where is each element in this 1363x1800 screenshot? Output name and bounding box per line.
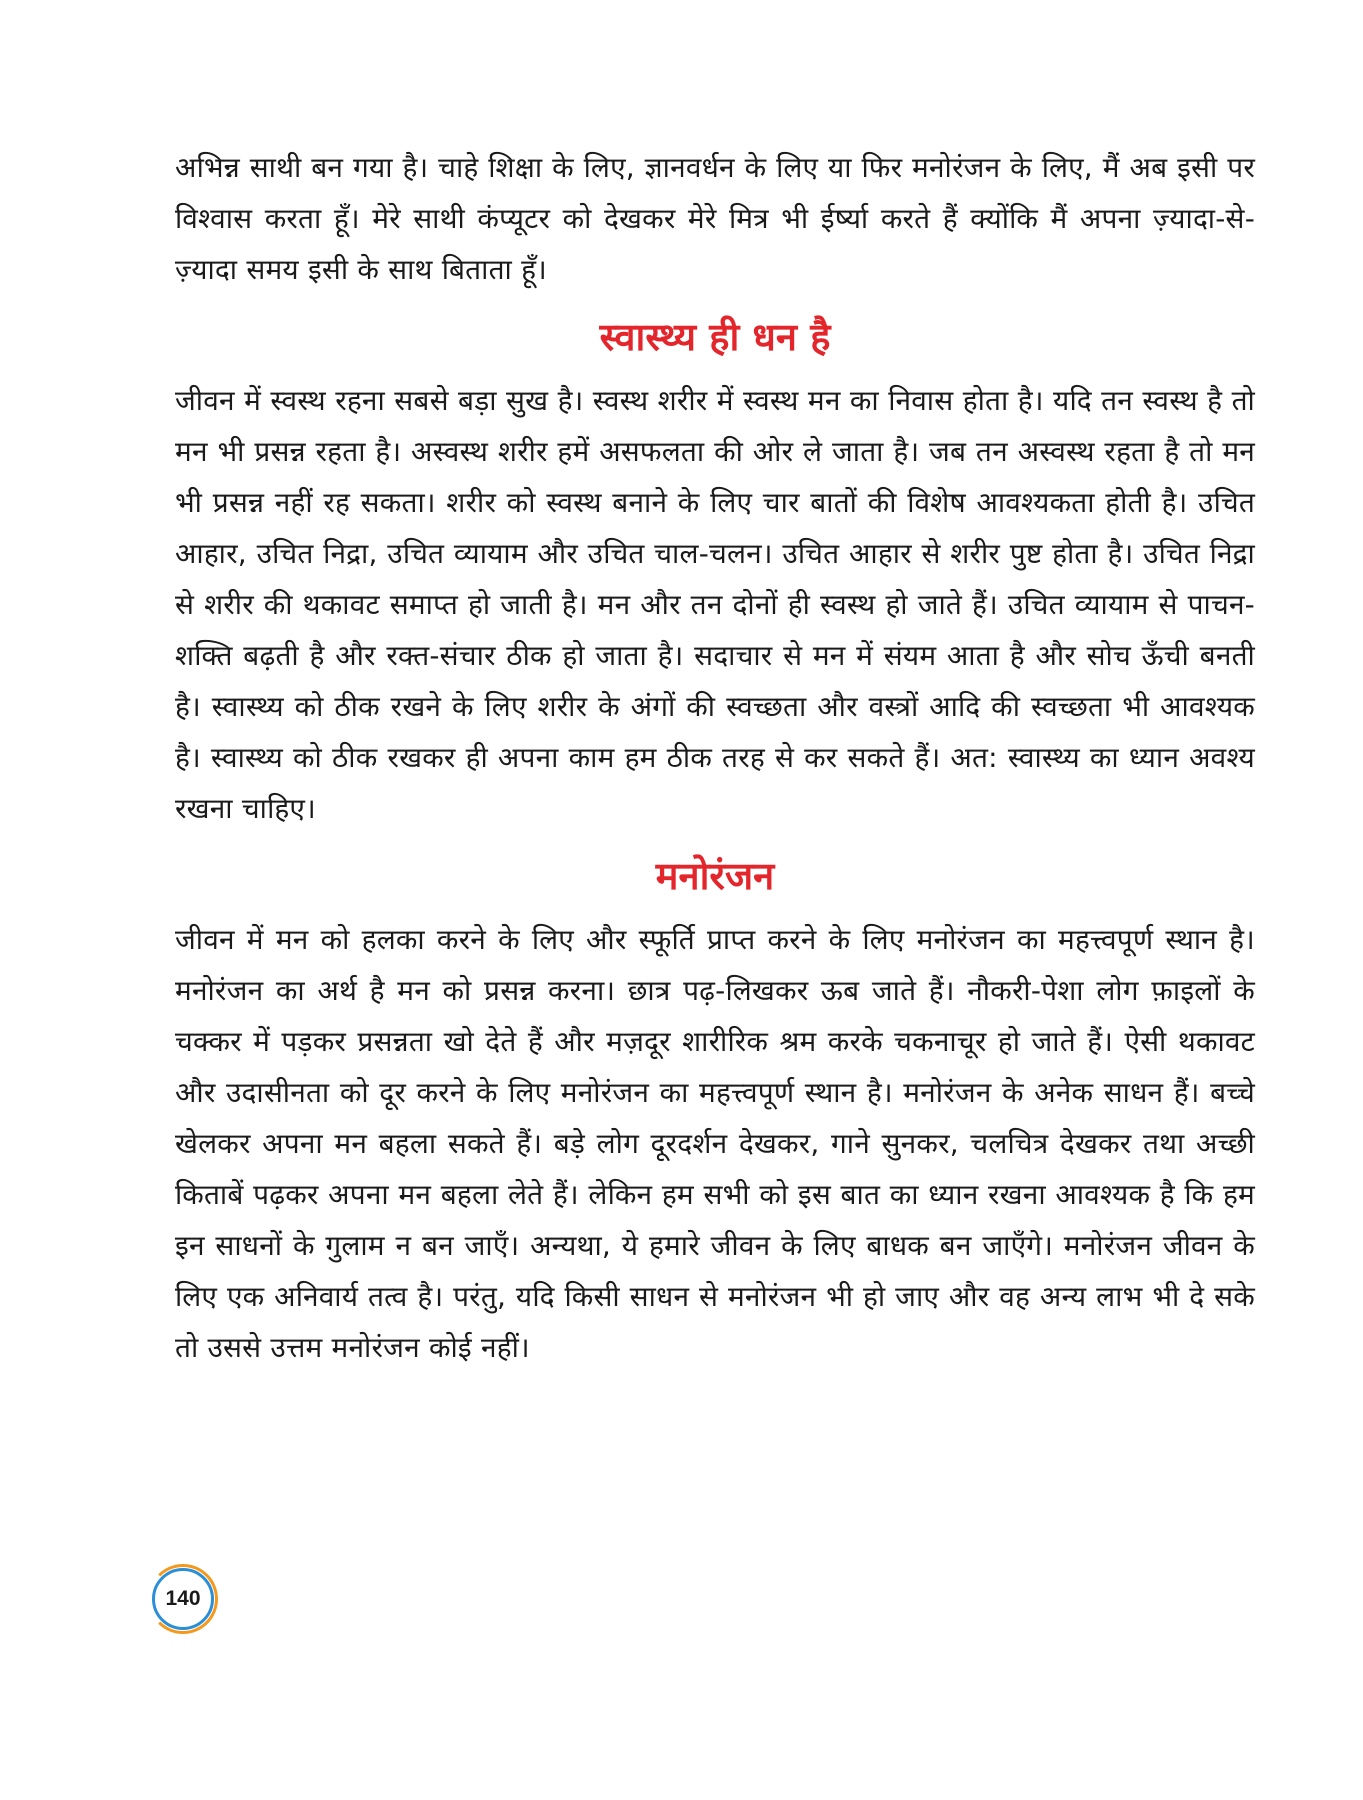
page-number-badge: [152, 1568, 214, 1630]
page-number: 140: [165, 1587, 201, 1610]
page-content: [175, 142, 1255, 1373]
health-paragraph: जीवन में स्वस्थ रहना सबसे बड़ा सुख है। स्वस्थ शरीर में स्वस्थ मन का निवास होता है। यदि तन स्वस्थ है तो मन भी प्रसन्न रहता है। अस्वस्थ शरीर हमें असफलता की ओर ले जाता है। जब तन अस्वस्थ रहता है तो मन भी प्रसन्न नहीं रह सकता। शरीर को स्वस्थ बनाने के लिए चार बातों की विशेष आवश्यकता होती है। उचित आहार, उचित निद्रा, उचित व्यायाम और उचित चाल-चलन। उचित आहार से शरीर पुष्ट होता है। उचित निद्रा से शरीर की थकावट समाप्त हो जाती है। मन और तन दोनों ही स्वस्थ हो जाते हैं। उचित व्यायाम से पाचन-शक्ति बढ़ती है और रक्त-संचार ठीक हो जाता है। सदाचार से मन में संयम आता है और सोच ऊँची बनती है। स्वास्थ्य को ठीक रखने के लिए शरीर के अंगों की स्वच्छता और वस्त्रों आदि की स्वच्छता भी आवश्यक है। स्वास्थ्य को ठीक रखकर ही अपना काम हम ठीक तरह से कर सकते हैं। अत: स्वास्थ्य का ध्यान अवश्य रखना चाहिए।: [175, 384, 1255, 825]
entertainment-paragraph: जीवन में मन को हलका करने के लिए और स्फूर्ति प्राप्त करने के लिए मनोरंजन का महत्त्वपूर्ण स्थान है। मनोरंजन का अर्थ है मन को प्रसन्न करना। छात्र पढ़-लिखकर ऊब जाते हैं। नौकरी-पेशा लोग फ़ाइलों के चक्कर में पड़कर प्रसन्नता खो देते हैं और मज़दूर शारीरिक श्रम करके चकनाचूर हो जाते हैं। ऐसी थकावट और उदासीनता को दूर करने के लिए मनोरंजन का महत्त्वपूर्ण स्थान है। मनोरंजन के अनेक साधन हैं। बच्चे खेलकर अपना मन बहला सकते हैं। बड़े लोग दूरदर्शन देखकर, गाने सुनकर, चलचित्र देखकर तथा अच्छी किताबें पढ़कर अपना मन बहला लेते हैं। लेकिन हम सभी को इस बात का ध्यान रखना आवश्यक है कि हम इन साधनों के गुलाम न बन जाएँ। अन्यथा, ये हमारे जीवन के लिए बाधक बन जाएँगे। मनोरंजन जीवन के लिए एक अनिवार्य तत्व है। परंतु, यदि किसी साधन से मनोरंजन भी हो जाए और वह अन्य लाभ भी दे सके तो उससे उत्तम मनोरंजन कोई नहीं।: [175, 923, 1255, 1364]
intro-paragraph: अभिन्न साथी बन गया है। चाहे शिक्षा के लिए, ज्ञानवर्धन के लिए या फिर मनोरंजन के लिए, मैं अब इसी पर विश्वास करता हूँ। मेरे साथी कंप्यूटर को देखकर मेरे मित्र भी ईर्ष्या करते हैं क्योंकि मैं अपना ज़्यादा-से-ज़्यादा समय इसी के साथ बिताता हूँ।: [175, 151, 1255, 286]
section-heading-entertainment: मनोरंजन: [655, 854, 775, 898]
section-heading-health: स्वास्थ्य ही धन है: [599, 315, 831, 359]
